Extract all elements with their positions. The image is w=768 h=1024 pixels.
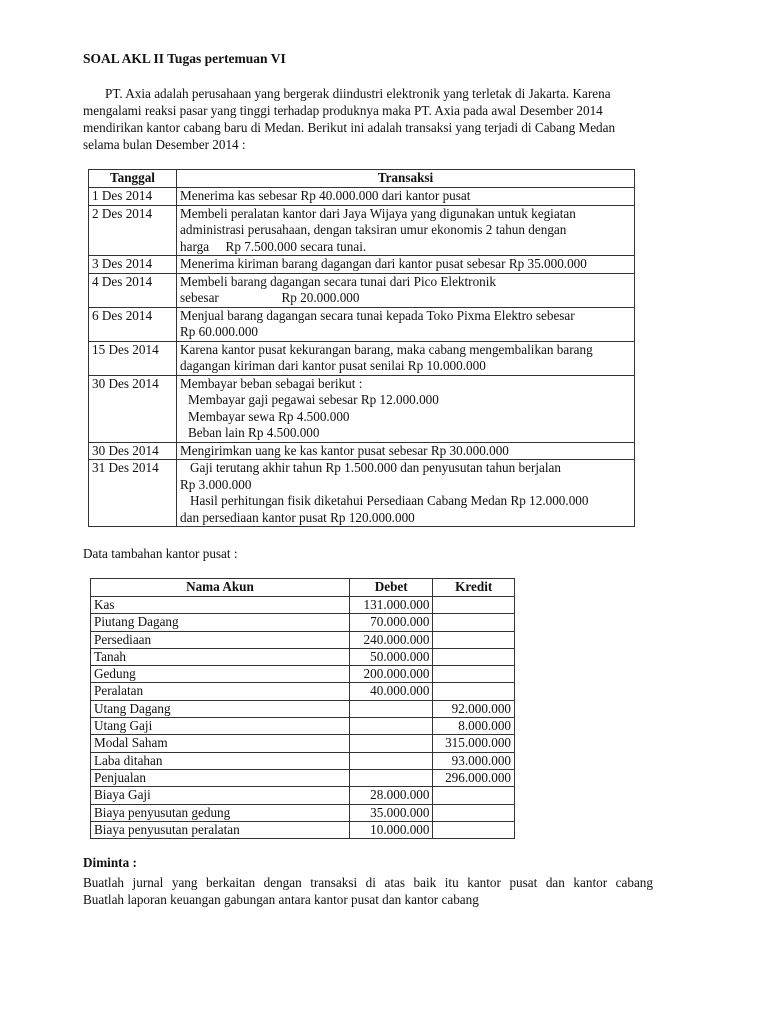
- transaction-description: [177, 273, 635, 307]
- account-debit: 10.000.000: [349, 821, 433, 838]
- account-debit: 35.000.000: [349, 804, 433, 821]
- account-debit: [349, 752, 433, 769]
- account-name: Utang Dagang: [91, 700, 350, 717]
- account-credit: 8.000.000: [433, 718, 515, 735]
- account-credit: 296.000.000: [433, 769, 515, 786]
- table-row: [91, 683, 515, 700]
- header-tanggal: Tanggal: [89, 170, 177, 188]
- account-name: Piutang Dagang: [91, 614, 350, 631]
- account-name: Peralatan: [91, 683, 350, 700]
- header-transaksi: Transaksi: [177, 170, 635, 188]
- account-credit: [433, 787, 515, 804]
- table-row: [91, 769, 515, 786]
- requirements-title: Diminta :: [83, 855, 137, 870]
- account-debit: [349, 700, 433, 717]
- transaction-line: Hasil perhitungan fisik diketahui Persediaan Cabang Medan Rp 12.000.000: [190, 493, 589, 508]
- account-credit: 92.000.000: [433, 700, 515, 717]
- transaction-line: Membayar beban sebagai berikut :: [180, 375, 363, 391]
- table-row: [91, 821, 515, 838]
- account-debit: [349, 735, 433, 752]
- table-row: [91, 735, 515, 752]
- account-debit: 50.000.000: [349, 648, 433, 665]
- transaction-date: 30 Des 2014: [89, 442, 177, 460]
- table-row: [89, 273, 635, 307]
- table-row: [91, 631, 515, 648]
- table-row: [91, 752, 515, 769]
- account-name: Biaya penyusutan peralatan: [91, 821, 350, 838]
- transaction-line: dagangan kiriman dari kantor pusat senilai Rp 10.000.000: [180, 358, 486, 373]
- additional-data-label: Data tambahan kantor pusat :: [83, 546, 238, 561]
- transaction-date: 15 Des 2014: [89, 341, 177, 375]
- transaction-line: Rp 3.000.000: [180, 476, 252, 492]
- account-credit: [433, 683, 515, 700]
- transaction-line: dan persediaan kantor pusat Rp 120.000.000: [180, 509, 415, 525]
- requirement-item: Buatlah jurnal yang berkaitan dengan transaksi di atas baik itu kantor pusat dan kantor cabang: [83, 875, 653, 890]
- table-row: [89, 375, 635, 442]
- table-row: [91, 666, 515, 683]
- transaction-line: sebesar Rp 20.000.000: [180, 290, 360, 305]
- transaction-date: 30 Des 2014: [89, 375, 177, 442]
- transaction-line: Menerima kiriman barang dagangan dari kantor pusat sebesar Rp 35.000.000: [180, 256, 587, 271]
- transaction-line: Menerima kas sebesar Rp 40.000.000 dari kantor pusat: [180, 188, 471, 203]
- transaction-line: Membayar gaji pegawai sebesar Rp 12.000.000: [188, 392, 439, 407]
- transactions-header-row: [89, 170, 635, 188]
- account-credit: [433, 821, 515, 838]
- transaction-date: 6 Des 2014: [89, 307, 177, 341]
- transaction-line: administrasi perusahaan, dengan taksiran umur ekonomis 2 tahun dengan: [180, 222, 567, 237]
- transaction-line: Beban lain Rp 4.500.000: [188, 425, 320, 440]
- transaction-line: Karena kantor pusat kekurangan barang, maka cabang mengembalikan barang: [180, 341, 593, 357]
- account-debit: 131.000.000: [349, 597, 433, 614]
- header-kredit: Kredit: [433, 579, 515, 597]
- intro-paragraph: PT. Axia adalah perusahaan yang bergerak diindustri elektronik yang terletak di Jakarta. Karena mengalami reaksi pasar yang tinggi terhadap produknya maka PT. Axia pada awal Desember 2014 mendirikan kantor cabang baru di Medan. Berikut ini adalah transaksi yang terjadi di Cabang Medan selama bulan Desember 2014 :: [83, 86, 616, 152]
- account-name: Gedung: [91, 666, 350, 683]
- requirement-item: Buatlah laporan keuangan gabungan antara kantor pusat dan kantor cabang: [83, 891, 479, 907]
- account-name: Persediaan: [91, 631, 350, 648]
- account-credit: [433, 631, 515, 648]
- account-name: Utang Gaji: [91, 718, 350, 735]
- transaction-description: [177, 460, 635, 527]
- table-row: [91, 614, 515, 631]
- account-debit: 70.000.000: [349, 614, 433, 631]
- accounts-table-body: [91, 597, 515, 839]
- transaction-description: [177, 307, 635, 341]
- transaction-date: 1 Des 2014: [89, 188, 177, 206]
- transaction-description: [177, 442, 635, 460]
- account-debit: [349, 769, 433, 786]
- account-name: Tanah: [91, 648, 350, 665]
- account-credit: [433, 666, 515, 683]
- account-name: Biaya Gaji: [91, 787, 350, 804]
- accounts-header-row: [91, 579, 515, 597]
- table-row: [89, 307, 635, 341]
- header-debet: Debet: [349, 579, 433, 597]
- account-credit: [433, 614, 515, 631]
- account-name: Biaya penyusutan gedung: [91, 804, 350, 821]
- transaction-description: [177, 205, 635, 256]
- account-credit: 315.000.000: [433, 735, 515, 752]
- table-row: [91, 700, 515, 717]
- table-row: [89, 442, 635, 460]
- transaction-line: Membeli barang dagangan secara tunai dari Pico Elektronik: [180, 273, 497, 289]
- accounts-table: [90, 578, 515, 839]
- transaction-line: Rp 60.000.000: [180, 324, 259, 339]
- transaction-date: 31 Des 2014: [89, 460, 177, 527]
- table-row: [91, 597, 515, 614]
- account-debit: 28.000.000: [349, 787, 433, 804]
- account-name: Kas: [91, 597, 350, 614]
- transaction-description: [177, 341, 635, 375]
- transaction-date: 3 Des 2014: [89, 256, 177, 274]
- transaction-line: Mengirimkan uang ke kas kantor pusat sebesar Rp 30.000.000: [180, 442, 509, 458]
- table-row: [91, 718, 515, 735]
- transaction-line: Membayar sewa Rp 4.500.000: [188, 408, 350, 424]
- account-credit: 93.000.000: [433, 752, 515, 769]
- account-name: Modal Saham: [91, 735, 350, 752]
- account-credit: [433, 648, 515, 665]
- table-row: [89, 341, 635, 375]
- transactions-table: [88, 169, 635, 527]
- table-row: [91, 648, 515, 665]
- table-row: [91, 787, 515, 804]
- transaction-line: Menjual barang dagangan secara tunai kepada Toko Pixma Elektro sebesar: [180, 307, 575, 323]
- account-credit: [433, 597, 515, 614]
- table-row: [89, 460, 635, 527]
- transaction-date: 4 Des 2014: [89, 273, 177, 307]
- header-nama-akun: Nama Akun: [91, 579, 350, 597]
- table-row: [89, 256, 635, 274]
- requirements-list: [83, 875, 653, 908]
- transaction-description: [177, 256, 635, 274]
- account-name: Penjualan: [91, 769, 350, 786]
- transaction-line: harga Rp 7.500.000 secara tunai.: [180, 238, 367, 254]
- account-debit: 40.000.000: [349, 683, 433, 700]
- account-debit: [349, 718, 433, 735]
- table-row: [89, 188, 635, 206]
- transaction-line: Gaji terutang akhir tahun Rp 1.500.000 dan penyusutan tahun berjalan: [190, 460, 561, 475]
- document-title: SOAL AKL II Tugas pertemuan VI: [83, 51, 286, 66]
- table-row: [89, 205, 635, 256]
- transaction-date: 2 Des 2014: [89, 205, 177, 256]
- account-debit: 200.000.000: [349, 666, 433, 683]
- table-row: [91, 804, 515, 821]
- account-debit: 240.000.000: [349, 631, 433, 648]
- transaction-description: [177, 188, 635, 206]
- transaction-line: Membeli peralatan kantor dari Jaya Wijaya yang digunakan untuk kegiatan: [180, 205, 576, 221]
- transaction-description: [177, 375, 635, 442]
- account-credit: [433, 804, 515, 821]
- account-name: Laba ditahan: [91, 752, 350, 769]
